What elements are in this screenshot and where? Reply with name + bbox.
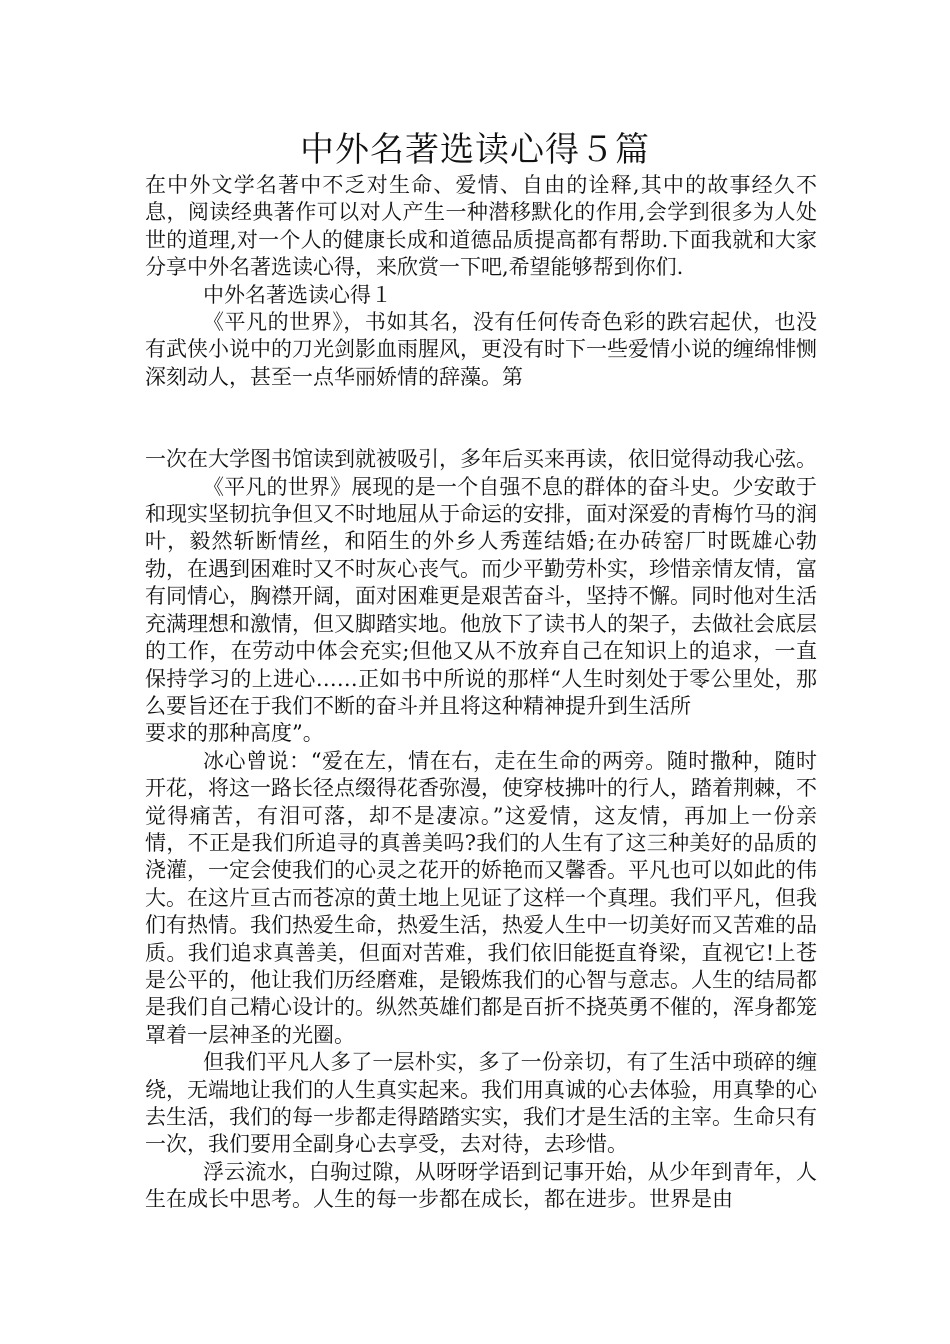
intro-paragraph: 在中外文学名著中不乏对生命、爱情、自由的诠释,其中的故事经久不息，阅读经典著作可以对人产生一种潜移默化的作用,会学到很多为人处世的道理,对一个人的健康长成和道德品质提高都有帮助.下面我就和大家分享中外名著选读心得，来欣赏一下吧,希望能够帮到你们. [145,173,817,280]
body-paragraph: 但我们平凡人多了一层朴实，多了一份亲切，有了生活中琐碎的缠绕，无端地让我们的人生真实起来。我们用真诚的心去体验，用真挚的心去生活，我们的每一步都走得踏踏实实，我们才是生活的主宰。生命只有一次，我们要用全副身心去享受，去对待，去珍惜。 [145,1050,817,1157]
body-paragraph: 一次在大学图书馆读到就被吸引，多年后买来再读，依旧觉得动我心弦。 [145,447,817,472]
body-paragraph: 《平凡的世界》展现的是一个自强不息的群体的奋斗史。少安敢于和现实坚韧抗争但又不时地屈从于命运的安排，面对深爱的青梅竹马的润叶，毅然斩断情丝，和陌生的外乡人秀莲结婚;在办砖窑厂时既雄心勃勃，在遇到困难时又不时灰心丧气。而少平勤劳朴实，珍惜亲情友情，富有同情心，胸襟开阔，面对困难更是艰苦奋斗，坚持不懈。同时他对生活充满理想和激情，但又脚踏实地。他放下了读书人的架子，去做社会底层的工作，在劳动中体会充实;但他又从不放弃自己在知识上的追求，一直保持学习的上进心……正如书中所说的那样“人生时刻处于零公里处，那么要旨还在于我们不断的奋斗并且将这种精神提升到生活所 [145,474,817,718]
document-title: 中外名著选读心得５篇 [300,130,650,170]
page-break-gap [145,391,817,446]
section-heading: 中外名著选读心得１ [203,282,392,307]
document-body [145,172,817,1214]
body-paragraph: 冰心曾说：“爱在左，情在右，走在生命的两旁。随时撒种，随时开花，将这一路长径点缀得花香弥漫，使穿枝拂叶的行人，踏着荆棘，不觉得痛苦，有泪可落，却不是凄凉。”这爱情，这友情，再加上一份亲情，不正是我们所追寻的真善美吗?我们的人生有了这三种美好的品质的浇灌，一定会使我们的心灵之花开的娇艳而又馨香。平凡也可以如此的伟大。在这片亘古而苍凉的黄土地上见证了这样一个真理。我们平凡，但我们有热情。我们热爱生命，热爱生活，热爱人生中一切美好而又苦难的品质。我们追求真善美，但面对苦难，我们依旧能挺直脊梁，直视它!上苍是公平的，他让我们历经磨难，是锻炼我们的心智与意志。人生的结局都是我们自己精心设计的。纵然英雄们都是百折不挠英勇不催的，浑身都笼罩着一层神圣的光圈。 [145,748,817,1047]
body-paragraph: 要求的那种高度”。 [145,721,324,746]
body-paragraph: 浮云流水，白驹过隙，从呀呀学语到记事开始，从少年到青年，人生在成长中思考。人生的每一步都在成长，都在进步。世界是由 [145,1159,817,1212]
body-paragraph: 《平凡的世界》，书如其名，没有任何传奇色彩的跌宕起伏，也没有武侠小说中的刀光剑影血雨腥风，更没有时下一些爱情小说的缠绵悱恻深刻动人，甚至一点华丽娇情的辞藻。第 [145,310,817,389]
